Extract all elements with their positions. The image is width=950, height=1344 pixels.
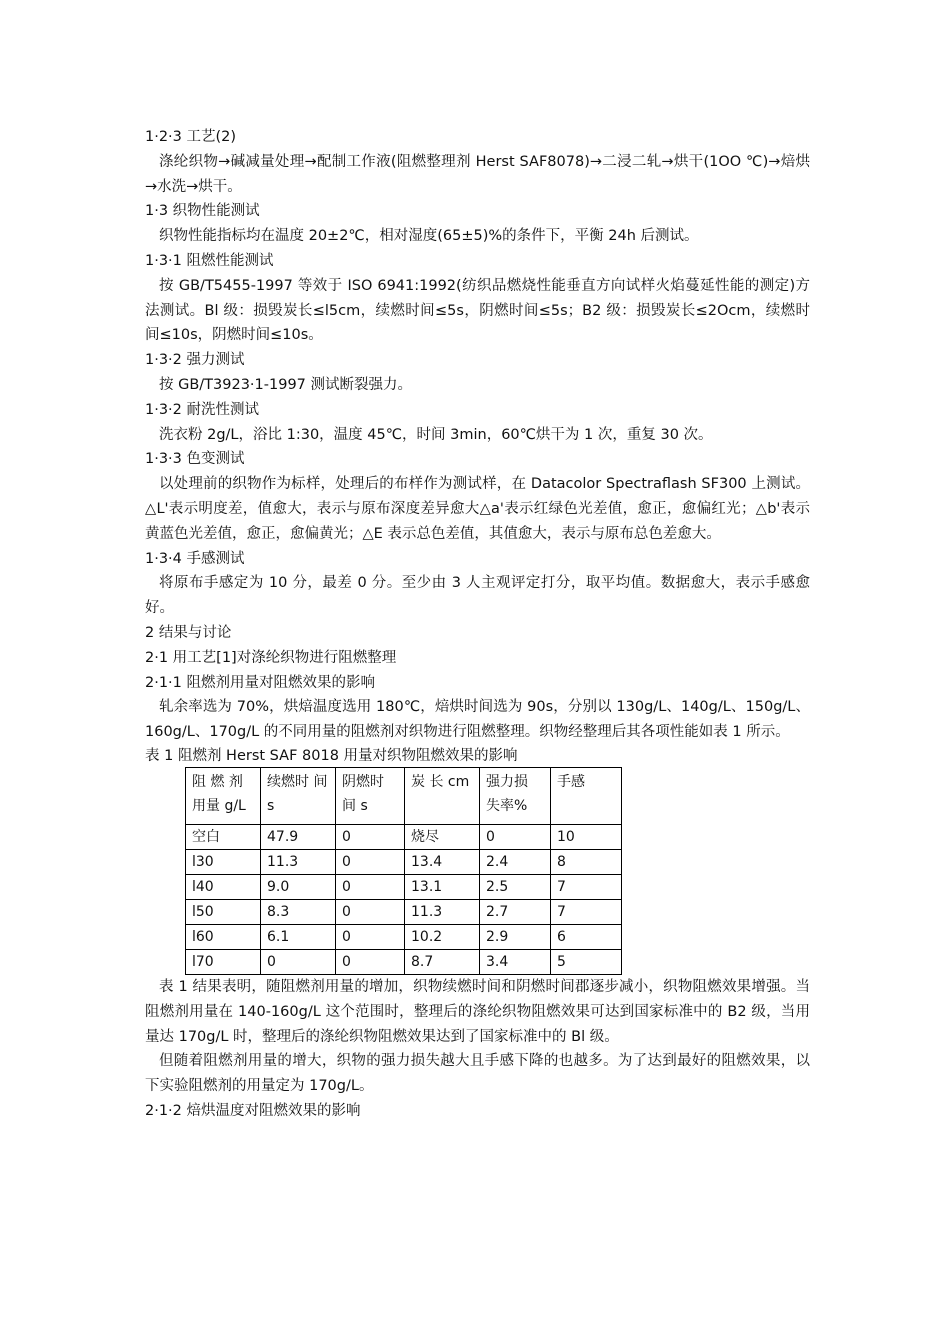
table-cell: 2.4 xyxy=(480,849,551,874)
table-cell: 8.7 xyxy=(405,949,480,974)
paragraph: 但随着阻燃剂用量的增大，织物的强力损失越大且手感下降的也越多。为了达到最好的阻燃效果，以下实验阻燃剂的用量定为 170g/L。 xyxy=(145,1053,810,1095)
table-header-cell: 手感 xyxy=(551,767,622,824)
table-cell: 2.9 xyxy=(480,924,551,949)
table-header-cell: 续燃时 间 s xyxy=(261,767,336,824)
section-heading: 1·2·3 工艺(2) xyxy=(145,129,237,145)
table-cell: 10.2 xyxy=(405,924,480,949)
table-header-row xyxy=(186,767,622,824)
section-heading: 2·1 用工艺[1]对涤纶织物进行阻燃整理 xyxy=(145,649,397,666)
section-heading: 1·3·4 手感测试 xyxy=(145,550,245,567)
section-heading: 2·1·2 焙烘温度对阻燃效果的影响 xyxy=(145,1102,361,1119)
section-heading: 1·3·2 强力测试 xyxy=(145,352,245,369)
table-cell: 7 xyxy=(551,874,622,899)
table-cell: 13.4 xyxy=(405,849,480,874)
table-cell: 0 xyxy=(336,899,405,924)
section-heading: 2·1·1 阻燃剂用量对阻燃效果的影响 xyxy=(145,674,376,691)
table-header-cell: 炭 长 cm xyxy=(405,767,480,824)
section-heading: 1·3·3 色变测试 xyxy=(145,451,245,468)
section-heading: 2 结果与讨论 xyxy=(145,624,232,641)
table-cell: 0 xyxy=(261,949,336,974)
paragraph: 表 1 结果表明，随阻燃剂用量的增加，织物续燃时间和阴燃时间郡逐步减小，织物阻燃效果增强。当阻燃剂用量在 140-160g/L 这个范围时，整理后的涤纶织物阻燃效果可达到国家标准中的 B2 级，当用量达 170g/L 时，整理后的涤纶织物阻燃效果达到了国家标准中的 Bl 级。 xyxy=(145,978,810,1045)
table-header-cell: 阻 燃 剂 用量 g/L xyxy=(186,767,261,824)
table-header-cell: 强力损 失率% xyxy=(480,767,551,824)
table-cell: 烧尽 xyxy=(405,824,480,849)
paragraph: 按 GB/T5455-1997 等效于 ISO 6941:1992(纺织品燃烧性能垂直方向试样火焰蔓延性能的测定)方法测试。Bl 级：损毁炭长≤l5cm，续燃时间≤5s，阴燃时间≤5s；B2 级：损毁炭长≤2Ocm，续燃时间≤10s，阴燃时间≤10s。 xyxy=(145,277,810,344)
table-cell: 9.0 xyxy=(261,874,336,899)
paragraph: 按 GB/T3923·1-1997 测试断裂强力。 xyxy=(159,376,413,393)
table-cell: l70 xyxy=(186,949,261,974)
table-cell: 6 xyxy=(551,924,622,949)
table-cell: l40 xyxy=(186,874,261,899)
table-row xyxy=(186,849,622,874)
table-1 xyxy=(185,767,622,975)
table-cell: 0 xyxy=(336,924,405,949)
table-cell: l30 xyxy=(186,849,261,874)
table-cell: 13.1 xyxy=(405,874,480,899)
paragraph: 以处理前的织物作为标样，处理后的布样作为测试样，在 Datacolor Spectraflash SF300 上测试。△L'表示明度差，值愈大，表示与原布深度差异愈大△a'表示红绿色光差值，愈正，愈偏红光；△b'表示黄蓝色光差值，愈正，愈偏黄光；△E 表示总色差值，其值愈大，表示与原布总色差愈大。 xyxy=(145,476,810,542)
table-row xyxy=(186,824,622,849)
section-heading: 1·3·2 耐洗性测试 xyxy=(145,401,260,418)
table-cell: l50 xyxy=(186,899,261,924)
table-cell: 47.9 xyxy=(261,824,336,849)
paragraph: 将原布手感定为 10 分，最差 0 分。至少由 3 人主观评定打分，取平均值。数据愈大，表示手感愈好。 xyxy=(145,575,810,617)
table-caption: 表 1 阻燃剂 Herst SAF 8018 用量对织物阻燃效果的影响 xyxy=(145,747,518,764)
table-cell: 2.5 xyxy=(480,874,551,899)
table-cell: 2.7 xyxy=(480,899,551,924)
table-cell: 空白 xyxy=(186,824,261,849)
paragraph: 洗衣粉 2g/L，浴比 1:30，温度 45℃，时间 3min，60℃烘干为 1 次，重复 30 次。 xyxy=(159,426,713,443)
table-row xyxy=(186,874,622,899)
table-header-cell: 阴燃时 间 s xyxy=(336,767,405,824)
table-cell: 0 xyxy=(336,849,405,874)
table-row xyxy=(186,899,622,924)
table-cell: 10 xyxy=(551,824,622,849)
table-cell: 11.3 xyxy=(261,849,336,874)
table-cell: 6.1 xyxy=(261,924,336,949)
table-cell: 3.4 xyxy=(480,949,551,974)
table-cell: 5 xyxy=(551,949,622,974)
table-cell: 7 xyxy=(551,899,622,924)
document-body xyxy=(145,125,810,1124)
table-row xyxy=(186,924,622,949)
table-cell: 0 xyxy=(336,824,405,849)
paragraph: 轧余率选为 70%，烘焙温度选用 180℃，焙烘时间选为 90s，分别以 130g/L、140g/L、150g/L、160g/L、170g/L 的不同用量的阻燃剂对织物进行阻燃整理。织物经整理后其各项性能如表 1 所示。 xyxy=(145,699,810,741)
table-cell: 11.3 xyxy=(405,899,480,924)
section-heading: 1·3 织物性能测试 xyxy=(145,203,260,220)
table-cell: 8 xyxy=(551,849,622,874)
table-cell: l60 xyxy=(186,924,261,949)
table-cell: 0 xyxy=(336,874,405,899)
table-cell: 0 xyxy=(336,949,405,974)
table-row xyxy=(186,949,622,974)
paragraph: 涤纶织物→碱减量处理→配制工作液(阻燃整理剂 Herst SAF8078)→二浸二轧→烘干(1OO ℃)→焙烘→水洗→烘干。 xyxy=(145,153,810,195)
table-cell: 8.3 xyxy=(261,899,336,924)
table-cell: 0 xyxy=(480,824,551,849)
paragraph: 织物性能指标均在温度 20±2℃，相对湿度(65±5)%的条件下，平衡 24h 后测试。 xyxy=(159,228,699,245)
section-heading: 1·3·1 阻燃性能测试 xyxy=(145,252,274,269)
